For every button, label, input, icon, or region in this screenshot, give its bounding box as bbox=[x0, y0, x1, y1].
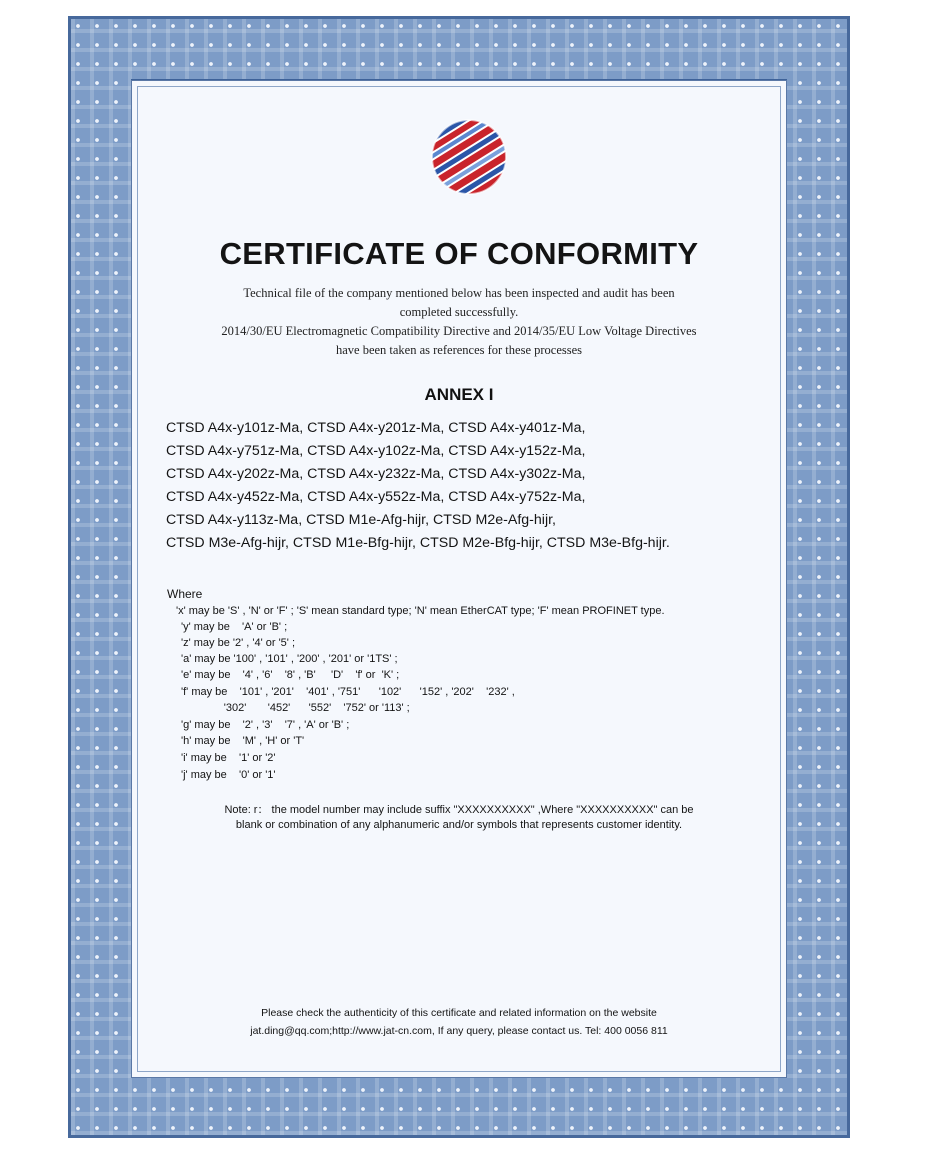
where-line-f-cont: '302' '452' '552' '752' or '113' ; bbox=[181, 702, 410, 714]
intro-line-2: completed successfully. bbox=[399, 305, 519, 319]
where-line-a: 'a' may be '100' , '101' , '200' , '201' or '1TS' ; bbox=[181, 653, 398, 665]
where-line-y: 'y' may be 'A' or 'B' ; bbox=[181, 621, 288, 633]
where-line-h: 'h' may be 'M' , 'H' or 'T' bbox=[181, 735, 305, 747]
note-line-2: blank or combination of any alphanumeric and/or symbols that represents customer identity. bbox=[235, 819, 683, 831]
intro-line-4: have been taken as references for these processes bbox=[335, 343, 583, 357]
paper-inner-rule bbox=[137, 86, 781, 1072]
where-line-e: 'e' may be '4' , '6' '8' , 'B' 'D' 'f' or 'K' ; bbox=[181, 669, 400, 681]
certificate-title: CERTIFICATE OF CONFORMITY bbox=[219, 236, 699, 271]
where-line-i: 'i' may be '1' or '2' bbox=[181, 752, 276, 764]
where-heading: Where bbox=[167, 587, 203, 601]
model-line-2: CTSD A4x-y751z-Ma, CTSD A4x-y102z-Ma, CTSD A4x-y152z-Ma, bbox=[166, 443, 586, 459]
footer-line-1: Please check the authenticity of this certificate and related information on the website bbox=[261, 1007, 657, 1019]
model-line-6: CTSD M3e-Afg-hijr, CTSD M1e-Bfg-hijr, CTSD M2e-Bfg-hijr, CTSD M3e-Bfg-hijr. bbox=[166, 535, 670, 551]
model-line-4: CTSD A4x-y452z-Ma, CTSD A4x-y552z-Ma, CTSD A4x-y752z-Ma, bbox=[166, 489, 586, 505]
note-line-1: Note: r： the model number may include suffix "XXXXXXXXXX" ,Where "XXXXXXXXXX" can be bbox=[224, 804, 694, 816]
model-line-3: CTSD A4x-y202z-Ma, CTSD A4x-y232z-Ma, CTSD A4x-y302z-Ma, bbox=[166, 466, 586, 482]
intro-line-3: 2014/30/EU Electromagnetic Compatibility Directive and 2014/35/EU Low Voltage Directives bbox=[221, 324, 697, 338]
where-line-g: 'g' may be '2' , '3' '7' , 'A' or 'B' ; bbox=[181, 719, 350, 731]
where-line-z: 'z' may be '2' , '4' or '5' ; bbox=[181, 637, 296, 649]
where-line-f: 'f' may be '101' , '201' '401' , '751' '102' '152' , '202' '232' , bbox=[181, 686, 515, 698]
where-line-j: 'j' may be '0' or '1' bbox=[181, 769, 276, 781]
footer-line-2: jat.ding@qq.com;http://www.jat-cn.com, If any query, please contact us. Tel: 400 0056 811 bbox=[250, 1025, 668, 1037]
annex-heading: ANNEX I bbox=[424, 385, 494, 404]
certificate-paper bbox=[131, 80, 787, 1078]
model-line-5: CTSD A4x-y113z-Ma, CTSD M1e-Afg-hijr, CTSD M2e-Afg-hijr, bbox=[166, 512, 556, 528]
model-line-1: CTSD A4x-y101z-Ma, CTSD A4x-y201z-Ma, CTSD A4x-y401z-Ma, bbox=[166, 420, 586, 436]
globe-logo-icon bbox=[425, 118, 513, 196]
where-line-x: 'x' may be 'S' , 'N' or 'F' ; 'S' mean standard type; 'N' mean EtherCAT type; 'F' mean PROFINET type. bbox=[176, 605, 665, 617]
intro-line-1: Technical file of the company mentioned below has been inspected and audit has been bbox=[243, 286, 675, 300]
